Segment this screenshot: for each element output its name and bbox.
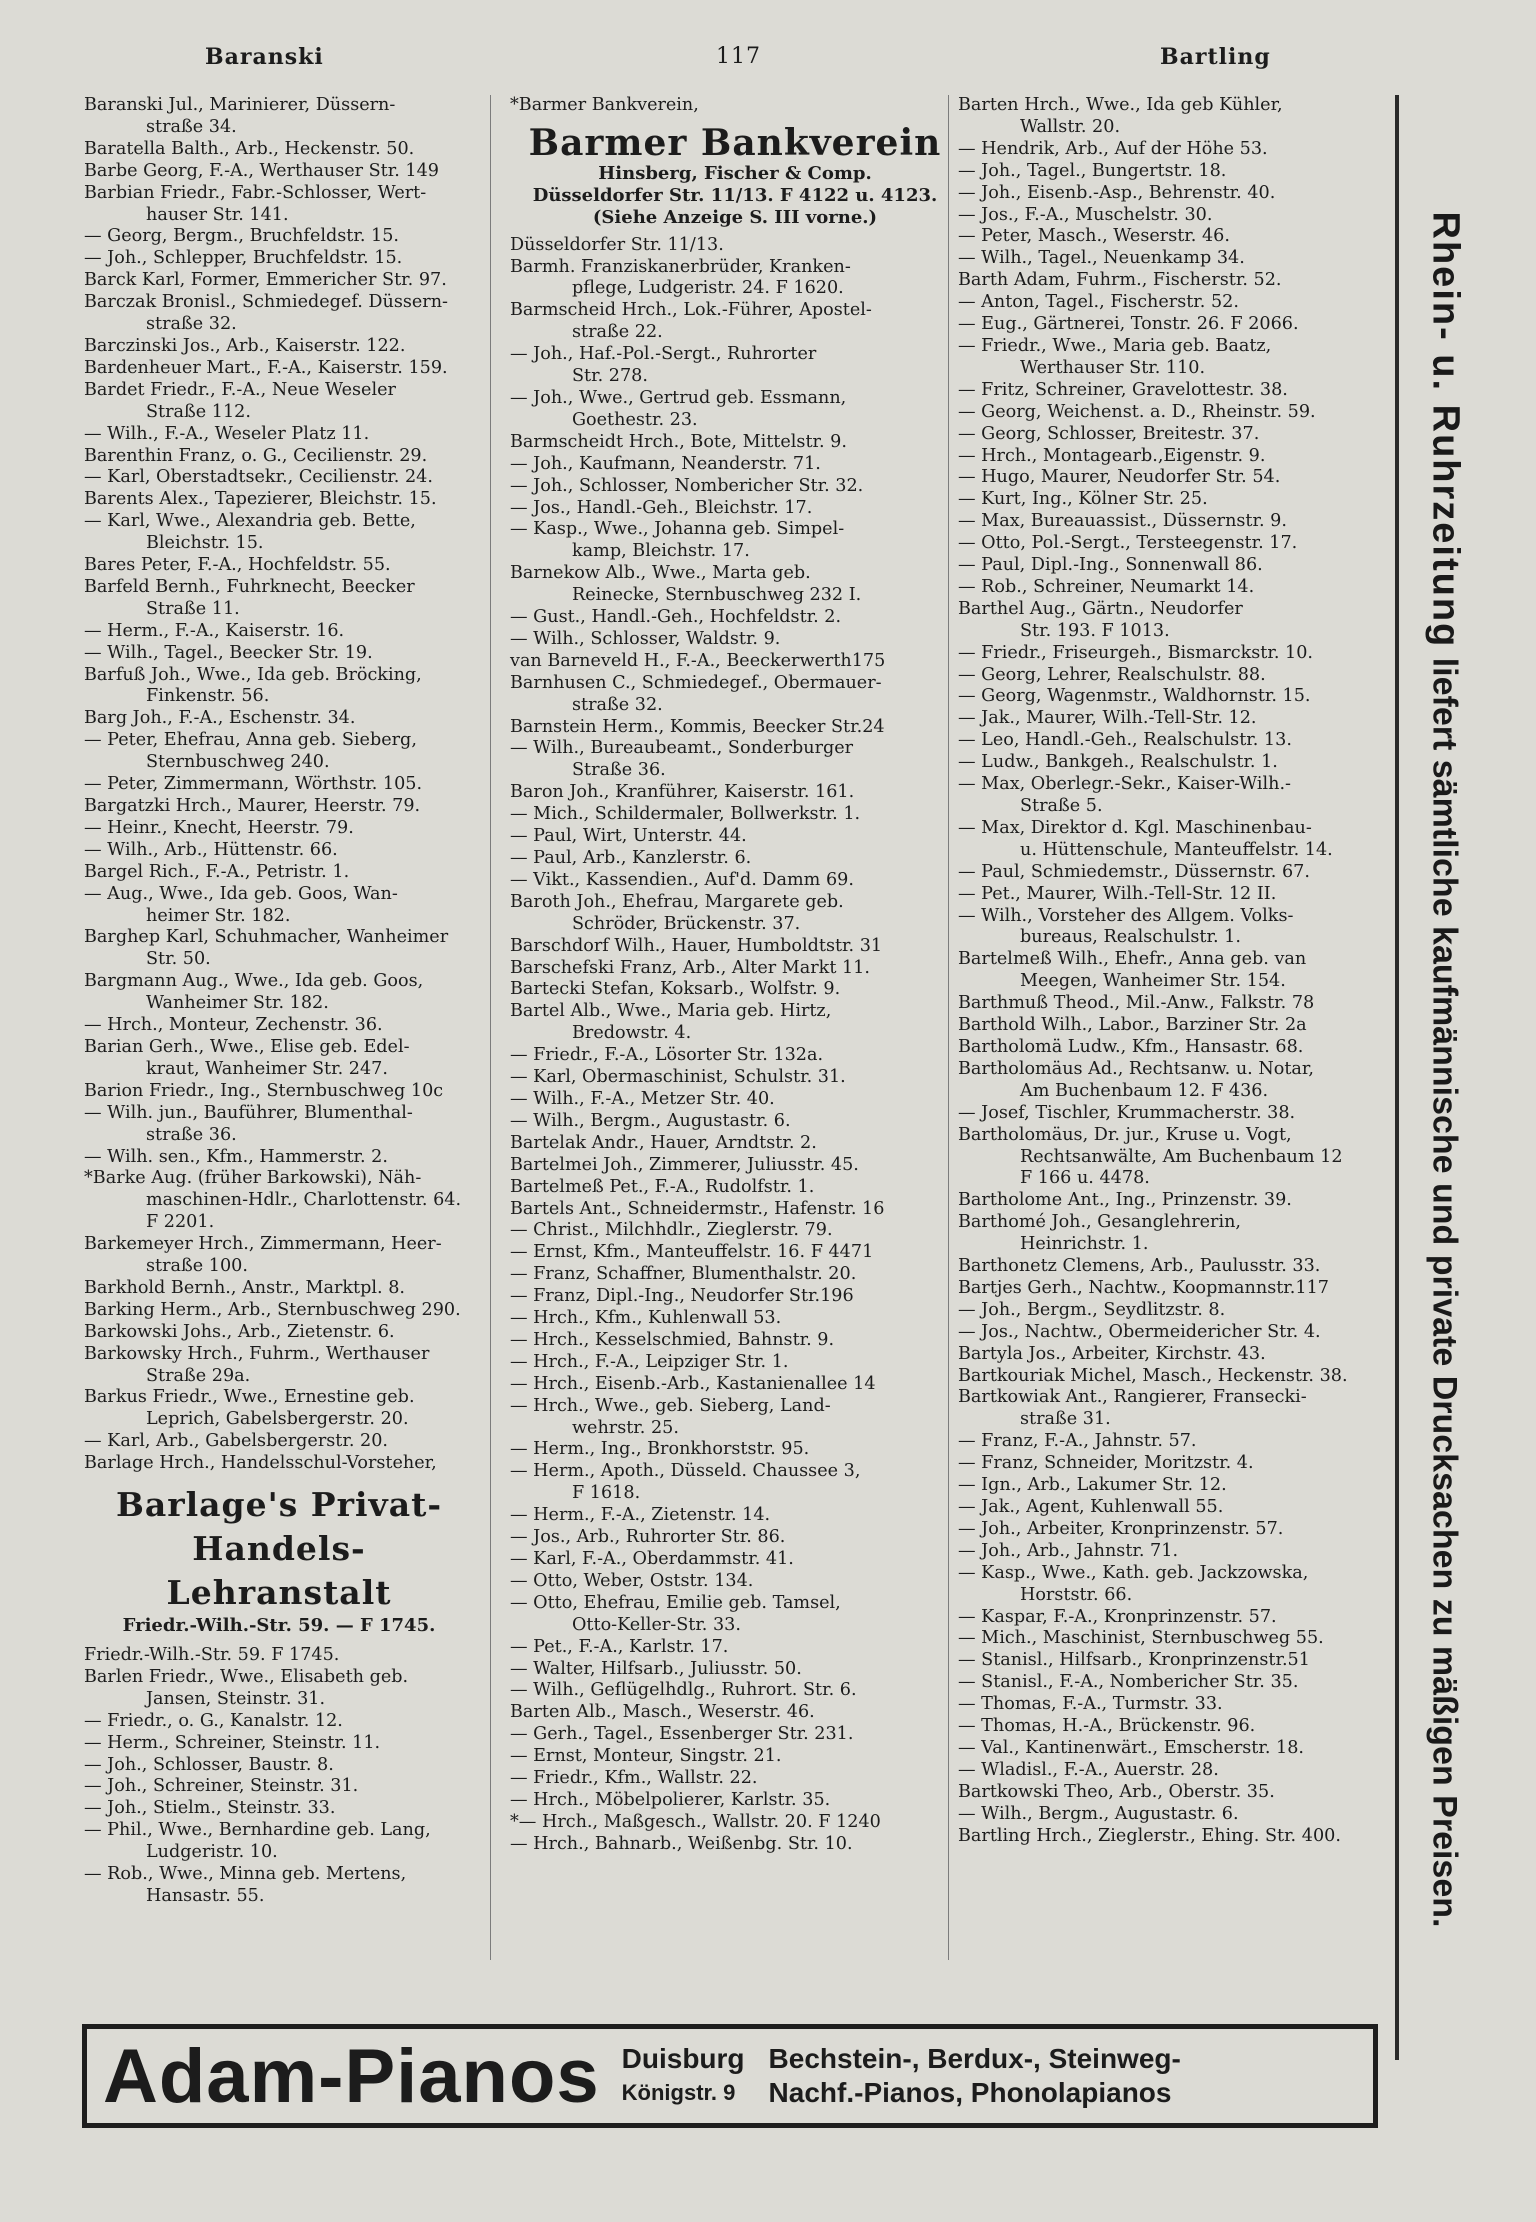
directory-entry: wehrstr. 25. bbox=[572, 1417, 679, 1438]
directory-entry: Barfeld Bernh., Fuhrknecht, Beecker bbox=[84, 576, 415, 597]
directory-entry: Barbe Georg, F.-A., Werthauser Str. 149 bbox=[84, 160, 439, 181]
ad-brand: Adam-Pianos bbox=[103, 2033, 600, 2119]
directory-entry: — Jos., Handl.-Geh., Bleichstr. 17. bbox=[510, 497, 813, 518]
directory-entry: — Friedr., Wwe., Maria geb. Baatz, bbox=[958, 335, 1272, 356]
directory-entry: — Georg, Schlosser, Breitestr. 37. bbox=[958, 423, 1260, 444]
directory-entry: Bartholome Ant., Ing., Prinzenstr. 39. bbox=[958, 1190, 1292, 1211]
directory-entry: — Otto, Pol.-Sergt., Tersteegenstr. 17. bbox=[958, 533, 1298, 554]
ad-address-line: Friedr.-Wilh.-Str. 59. — F 1745. bbox=[122, 1615, 436, 1637]
directory-entry: hauser Str. 141. bbox=[146, 204, 289, 225]
directory-entry: Bartkouriak Michel, Masch., Heckenstr. 38. bbox=[958, 1365, 1348, 1386]
directory-entry: — Hugo, Maurer, Neudorfer Str. 54. bbox=[958, 467, 1281, 488]
directory-entry: Barmscheid Hrch., Lok.-Führer, Apostel- bbox=[510, 300, 872, 321]
directory-entry: — Joh., Schlosser, Baustr. 8. bbox=[84, 1754, 334, 1775]
directory-entry: — Georg, Wagenmstr., Waldhornstr. 15. bbox=[958, 686, 1311, 707]
directory-entry: Friedr.-Wilh.-Str. 59. F 1745. bbox=[84, 1645, 340, 1665]
directory-entry: — Georg, Weichenst. a. D., Rheinstr. 59. bbox=[958, 401, 1316, 422]
directory-entry: — Herm., F.-A., Kaiserstr. 16. bbox=[84, 620, 345, 641]
directory-entry: bureaus, Realschulstr. 1. bbox=[1020, 927, 1241, 948]
directory-entry: Barten Hrch., Wwe., Ida geb Kühler, bbox=[958, 95, 1283, 115]
directory-entry: Bargel Rich., F.-A., Petristr. 1. bbox=[84, 861, 350, 882]
directory-entry: — Ign., Arb., Lakumer Str. 12. bbox=[958, 1475, 1227, 1496]
directory-entry: Baranski Jul., Marinierer, Düssern- bbox=[84, 95, 396, 115]
ad-products bbox=[769, 2042, 1181, 2110]
directory-entry: — Herm., F.-A., Zietenstr. 14. bbox=[510, 1505, 771, 1526]
directory-entry: — Kasp., Wwe., Kath. geb. Jackzowska, bbox=[958, 1562, 1309, 1583]
directory-entry: van Barneveld H., F.-A., Beeckerwerth175 bbox=[510, 650, 886, 671]
directory-entry: Wanheimer Str. 182. bbox=[146, 993, 329, 1014]
directory-entry: — Fritz, Schreiner, Gravelottestr. 38. bbox=[958, 379, 1288, 400]
directory-entry: F 1618. bbox=[572, 1483, 641, 1504]
ad-title-line: Barlage's Privat- bbox=[115, 1485, 443, 1525]
directory-entry: — Max, Bureauassist., Düssernstr. 9. bbox=[958, 511, 1287, 532]
directory-entry: — Hendrik, Arb., Auf der Höhe 53. bbox=[958, 138, 1268, 159]
directory-entry: — Kaspar, F.-A., Kronprinzenstr. 57. bbox=[958, 1606, 1277, 1627]
column-1 bbox=[84, 95, 474, 1908]
directory-entry: u. Hüttenschule, Manteuffelstr. 14. bbox=[1020, 839, 1333, 860]
directory-entry: Bartelmei Joh., Zimmerer, Juliusstr. 45. bbox=[510, 1154, 859, 1175]
directory-entry: — Hrch., Möbelpolierer, Karlstr. 35. bbox=[510, 1789, 831, 1810]
ad-subtitle-line: Hinsberg, Fischer & Comp. bbox=[598, 162, 872, 184]
directory-entry: Horststr. 66. bbox=[1020, 1584, 1133, 1605]
directory-entry: Baron Joh., Kranführer, Kaiserstr. 161. bbox=[510, 782, 855, 803]
directory-entry: — Joh., Tagel., Bungertstr. 18. bbox=[958, 160, 1227, 181]
directory-entry: — Friedr., F.-A., Lösorter Str. 132a. bbox=[510, 1045, 824, 1066]
directory-entry: Werthauser Str. 110. bbox=[1020, 357, 1206, 378]
directory-entry: — Joh., Kaufmann, Neanderstr. 71. bbox=[510, 453, 821, 474]
directory-entry: — Wilh., Vorsteher des Allgem. Volks- bbox=[958, 905, 1294, 926]
directory-entry: Barthmuß Theod., Mil.-Anw., Falkstr. 78 bbox=[958, 993, 1315, 1014]
directory-entry: — Stanisl., Hilfsarb., Kronprinzenstr.51 bbox=[958, 1650, 1310, 1671]
directory-entry: kamp, Bleichstr. 17. bbox=[572, 541, 750, 562]
directory-entry: — Max, Direktor d. Kgl. Maschinenbau- bbox=[958, 817, 1312, 838]
side-ad-text bbox=[1424, 212, 1467, 1928]
directory-entry: *Barmer Bankverein, bbox=[510, 95, 699, 115]
directory-entry: Bartling Hrch., Zieglerstr., Ehing. Str. 400. bbox=[958, 1825, 1341, 1846]
directory-entry: — Franz, Schneider, Moritzstr. 4. bbox=[958, 1453, 1254, 1474]
directory-entry: — Gerh., Tagel., Essenberger Str. 231. bbox=[510, 1724, 854, 1745]
directory-entry: — Paul, Wirt, Unterstr. 44. bbox=[510, 826, 747, 847]
directory-entry: Bartelak Andr., Hauer, Arndtstr. 2. bbox=[510, 1132, 817, 1153]
directory-entry: — Pet., Maurer, Wilh.-Tell-Str. 12 II. bbox=[958, 883, 1277, 904]
directory-entry: — Gust., Handl.-Geh., Hochfeldstr. 2. bbox=[510, 607, 842, 628]
ad-city: Duisburg bbox=[621, 2043, 745, 2074]
directory-entry: Wallstr. 20. bbox=[1020, 116, 1121, 137]
directory-entry: *Barke Aug. (früher Barkowski), Näh- bbox=[84, 1168, 422, 1189]
directory-entry: Barthel Aug., Gärtn., Neudorfer bbox=[958, 598, 1243, 619]
side-ad-newspaper: Rhein- u. Ruhrzeitung bbox=[1424, 211, 1467, 649]
directory-entry: — Friedr., o. G., Kanalstr. 12. bbox=[84, 1710, 343, 1731]
directory-entry: F 2201. bbox=[146, 1212, 215, 1233]
directory-entry: — Mich., Schildermaler, Bollwerkstr. 1. bbox=[510, 804, 861, 825]
directory-entry: maschinen-Hdlr., Charlottenstr. 64. bbox=[146, 1190, 462, 1211]
directory-entry: Barnstein Herm., Kommis, Beecker Str.24 bbox=[510, 716, 885, 737]
directory-entry: Barczak Bronisl., Schmiedegef. Düssern- bbox=[84, 292, 448, 313]
directory-entry: — Wilh., Bergm., Augustastr. 6. bbox=[510, 1110, 791, 1131]
directory-entry: Schröder, Brückenstr. 37. bbox=[572, 913, 801, 934]
directory-entry: — Georg, Bergm., Bruchfeldstr. 15. bbox=[84, 226, 399, 247]
directory-entry: — Herm., Ing., Bronkhorststr. 95. bbox=[510, 1439, 810, 1460]
directory-entry: — Pet., F.-A., Karlstr. 17. bbox=[510, 1636, 729, 1657]
directory-entry: — Vikt., Kassendien., Auf'd. Damm 69. bbox=[510, 869, 854, 890]
directory-entry: — Peter, Zimmermann, Wörthstr. 105. bbox=[84, 774, 423, 795]
directory-entry: — Herm., Schreiner, Steinstr. 11. bbox=[84, 1732, 381, 1753]
directory-entry: — Joh., Bergm., Seydlitzstr. 8. bbox=[958, 1299, 1226, 1320]
directory-entry: Str. 193. F 1013. bbox=[1020, 620, 1170, 641]
directory-entry: Barck Karl, Former, Emmericher Str. 97. bbox=[84, 270, 447, 291]
directory-entry: — Joh., Eisenb.-Asp., Behrenstr. 40. bbox=[958, 182, 1276, 203]
directory-entry: — Peter, Ehefrau, Anna geb. Sieberg, bbox=[84, 730, 417, 751]
directory-entry: straße 34. bbox=[146, 116, 237, 137]
directory-entry: Barg Joh., F.-A., Eschenstr. 34. bbox=[84, 708, 356, 729]
directory-entry: — Thomas, H.-A., Brückenstr. 96. bbox=[958, 1716, 1256, 1737]
directory-entry: Barkowski Johs., Arb., Zietenstr. 6. bbox=[84, 1321, 395, 1342]
ad-address-line: Düsseldorfer Str. 11/13. F 4122 u. 4123. bbox=[532, 184, 938, 206]
directory-entry: — Wilh., Schlosser, Waldstr. 9. bbox=[510, 628, 781, 649]
directory-entry: *— Hrch., Maßgesch., Wallstr. 20. F 1240 bbox=[510, 1811, 881, 1832]
directory-entry: — Georg, Lehrer, Realschulstr. 88. bbox=[958, 664, 1266, 685]
directory-entry: — Wilh., F.-A., Metzer Str. 40. bbox=[510, 1088, 775, 1109]
directory-entry: Barten Alb., Masch., Weserstr. 46. bbox=[510, 1702, 815, 1723]
directory-entry: — Paul, Schmiedemstr., Düssernstr. 67. bbox=[958, 861, 1310, 882]
directory-entry: Meegen, Wanheimer Str. 154. bbox=[1020, 971, 1286, 992]
ad-products-line: Nachf.-Pianos, Phonolapianos bbox=[768, 2077, 1172, 2108]
ad-location bbox=[622, 2042, 745, 2110]
directory-entry: — Joh., Haf.-Pol.-Sergt., Ruhrorter bbox=[510, 344, 817, 365]
directory-entry: — Wilh., Bergm., Augustastr. 6. bbox=[958, 1803, 1239, 1824]
barlage-advertisement bbox=[84, 1483, 474, 1637]
directory-entry: Bartelmeß Pet., F.-A., Rudolfstr. 1. bbox=[510, 1176, 815, 1197]
directory-entry: Bares Peter, F.-A., Hochfeldstr. 55. bbox=[84, 555, 391, 576]
directory-entry: — Hrch., Monteur, Zechenstr. 36. bbox=[84, 1015, 383, 1036]
directory-entry: — Wilh., Geflügelhdlg., Ruhrort. Str. 6. bbox=[510, 1680, 857, 1701]
directory-entry: — Otto, Ehefrau, Emilie geb. Tamsel, bbox=[510, 1592, 841, 1613]
directory-entry: — Thomas, F.-A., Turmstr. 33. bbox=[958, 1694, 1223, 1715]
directory-entry: Barkowsky Hrch., Fuhrm., Werthauser bbox=[84, 1343, 430, 1364]
directory-entry: — Paul, Dipl.-Ing., Sonnenwall 86. bbox=[958, 555, 1263, 576]
directory-entry: Barkemeyer Hrch., Zimmermann, Heer- bbox=[84, 1234, 442, 1255]
directory-entry: Bartkowski Theo, Arb., Oberstr. 35. bbox=[958, 1781, 1275, 1802]
directory-entry: Baroth Joh., Ehefrau, Margarete geb. bbox=[510, 891, 844, 912]
directory-entry: Barghер Karl, Schuhmacher, Wanheimer bbox=[84, 927, 449, 948]
directory-entry: — Herm., Apoth., Düsseld. Chaussee 3, bbox=[510, 1461, 861, 1482]
directory-entry: Barteckі Stefan, Koksarb., Wolfstr. 9. bbox=[510, 979, 841, 1000]
directory-entry: Ludgeristr. 10. bbox=[146, 1842, 278, 1863]
side-advertisement bbox=[1385, 92, 1505, 2047]
directory-entry: — Anton, Tagel., Fischerstr. 52. bbox=[958, 292, 1239, 313]
directory-entry: — Hrch., Kesselschmied, Bahnstr. 9. bbox=[510, 1329, 835, 1350]
column-divider bbox=[490, 95, 491, 1960]
directory-entry: Str. 278. bbox=[572, 366, 648, 387]
directory-entry: Bargmann Aug., Wwe., Ida geb. Goos, bbox=[84, 971, 424, 992]
directory-entry: — Joh., Stielm., Steinstr. 33. bbox=[84, 1798, 336, 1819]
directory-entry: Straße 36. bbox=[572, 760, 666, 781]
directory-entry: Bredowstr. 4. bbox=[572, 1023, 692, 1044]
header-right-keyword: Bartling bbox=[1160, 44, 1271, 70]
directory-entry: Am Buchenbaum 12. F 436. bbox=[1020, 1080, 1269, 1101]
directory-entry: — Jos., Nachtw., Obermeidericher Str. 4. bbox=[958, 1321, 1321, 1342]
barmer-bankverein-advertisement bbox=[510, 123, 960, 229]
header-left-keyword: Baranski bbox=[205, 44, 324, 70]
ad-products-line: Bechstein-, Berdux-, Steinweg- bbox=[768, 2043, 1181, 2074]
directory-entry: — Wilh., Arb., Hüttenstr. 66. bbox=[84, 839, 338, 860]
directory-entry: Bartels Ant., Schneidermstr., Hafenstr. 16 bbox=[510, 1198, 885, 1219]
directory-entry: Barfuß Joh., Wwe., Ida geb. Bröcking, bbox=[84, 664, 422, 685]
directory-entry: — Jos., F.-A., Muschelstr. 30. bbox=[958, 204, 1213, 225]
directory-entry: — Friedr., Kfm., Wallstr. 22. bbox=[510, 1768, 758, 1789]
directory-entry: — Jak., Maurer, Wilh.-Tell-Str. 12. bbox=[958, 708, 1257, 729]
directory-entry: Barth Adam, Fuhrm., Fischerstr. 52. bbox=[958, 270, 1282, 291]
directory-entry: Düsseldorfer Str. 11/13. bbox=[510, 234, 724, 255]
directory-entry: straße 31. bbox=[1020, 1409, 1111, 1430]
directory-entry: — Eug., Gärtnerei, Tonstr. 26. F 2066. bbox=[958, 314, 1299, 335]
directory-entry: — Paul, Arb., Kanzlerstr. 6. bbox=[510, 848, 752, 868]
directory-entry: Barkhold Bernh., Anstr., Marktpl. 8. bbox=[84, 1277, 405, 1298]
directory-entry: Barmscheidt Hrch., Bote, Mittelstr. 9. bbox=[510, 431, 847, 452]
directory-entry: — Karl, Arb., Gabelsbergerstr. 20. bbox=[84, 1431, 388, 1452]
directory-entry: — Val., Kantinenwärt., Emscherstr. 18. bbox=[958, 1737, 1305, 1758]
directory-entry: Baratella Balth., Arb., Heckenstr. 50. bbox=[84, 138, 415, 159]
directory-entry: F 166 u. 4478. bbox=[1020, 1168, 1150, 1189]
directory-entry: Barthomé Joh., Gesanglehrerin, bbox=[958, 1212, 1241, 1233]
directory-entry: — Joh., Schlosser, Nomberichеr Str. 32. bbox=[510, 475, 864, 496]
directory-entry: Bartkowiak Ant., Rangierer, Franseckі- bbox=[958, 1387, 1307, 1408]
directory-entry: — Walter, Hilfsarb., Juliusstr. 50. bbox=[510, 1658, 802, 1679]
directory-entry: Barian Gerh., Wwe., Elise geb. Edel- bbox=[84, 1036, 410, 1057]
directory-entry: Finkenstr. 56. bbox=[146, 686, 270, 707]
ad-title-line: Handels-Lehranstalt bbox=[166, 1529, 392, 1613]
directory-entry: — Karl, F.-A., Oberdammstr. 41. bbox=[510, 1549, 794, 1569]
directory-entry: — Ernst, Kfm., Manteuffelstr. 16. F 4471 bbox=[510, 1242, 874, 1263]
directory-entry: pflege, Ludgeristr. 24. F 1620. bbox=[572, 278, 844, 299]
directory-entry: — Wladisl., F.-A., Auerstr. 28. bbox=[958, 1759, 1219, 1780]
directory-entry: straße 32. bbox=[572, 694, 663, 715]
directory-entry: Barkus Friedr., Wwe., Ernestine geb. bbox=[84, 1387, 415, 1408]
directory-entry: straße 100. bbox=[146, 1256, 248, 1277]
directory-entry: Barking Herm., Arb., Sternbuschweg 290. bbox=[84, 1299, 461, 1320]
directory-entry: Barschefski Franz, Arb., Alter Markt 11. bbox=[510, 957, 870, 978]
directory-entry: heimer Str. 182. bbox=[146, 905, 291, 926]
directory-entry: Sternbuschweg 240. bbox=[146, 752, 330, 773]
directory-entry: Bartelmeß Wilh., Ehefr., Anna geb. van bbox=[958, 949, 1307, 970]
directory-entry: — Heinr., Knecht, Heerstr. 79. bbox=[84, 817, 354, 838]
directory-entry: — Rob., Schreiner, Neumarkt 14. bbox=[958, 576, 1255, 597]
directory-entry: Barion Friedr., Ing., Sternbuschweg 10c bbox=[84, 1080, 444, 1101]
directory-entry: — Wilh. sen., Kfm., Hammerstr. 2. bbox=[84, 1146, 388, 1167]
directory-entry: — Joh., Schlepper, Bruchfeldstr. 15. bbox=[84, 248, 403, 269]
directory-entry: Bartel Alb., Wwe., Maria geb. Hirtz, bbox=[510, 1001, 832, 1022]
directory-entry: — Leo, Handl.-Geh., Realschulstr. 13. bbox=[958, 730, 1292, 751]
directory-entry: Bartholomä Ludw., Kfm., Hansastr. 68. bbox=[958, 1036, 1304, 1057]
directory-entry: — Hrch., F.-A., Leipziger Str. 1. bbox=[510, 1351, 789, 1372]
column-2 bbox=[510, 95, 960, 1856]
directory-entry: — Franz, Schaffner, Blumenthalstr. 20. bbox=[510, 1264, 857, 1285]
directory-entry: Straße 5. bbox=[1020, 796, 1103, 816]
directory-entry: Jansen, Steinstr. 31. bbox=[146, 1688, 326, 1709]
directory-entry: — Joh., Wwe., Gertrud geb. Essmann, bbox=[510, 387, 847, 408]
directory-entry: — Franz, Dipl.-Ing., Neudorfer Str.196 bbox=[510, 1286, 854, 1307]
directory-entry: — Hrch., Wwe., geb. Sieberg, Land- bbox=[510, 1395, 831, 1416]
directory-entry: — Joh., Schreiner, Steinstr. 31. bbox=[84, 1776, 359, 1797]
directory-entry: Barnekow Alb., Wwe., Marta geb. bbox=[510, 563, 811, 584]
ad-title-line: Barmer Bankverein bbox=[528, 121, 942, 164]
directory-entry: — Otto, Weber, Oststr. 134. bbox=[510, 1570, 754, 1591]
directory-entry: — Phil., Wwe., Bernhardine geb. Lang, bbox=[84, 1820, 431, 1841]
directory-entry: — Friedr., Friseurgeh., Bismarckstr. 10. bbox=[958, 642, 1313, 663]
directory-entry: Barbian Friedr., Fabr.-Schlosser, Wert- bbox=[84, 182, 427, 203]
directory-entry: Barenthin Franz, o. G., Cecilienstr. 29. bbox=[84, 445, 428, 466]
directory-entry: — Josef, Tischler, Krummacherstr. 38. bbox=[958, 1102, 1296, 1123]
side-ad-slogan: liefert sämtliche kaufmännische und private Drucksachen zu mäßigen Preisen. bbox=[1425, 648, 1464, 1928]
directory-entry: Barents Alex., Tapezierer, Bleichstr. 15. bbox=[84, 489, 437, 510]
directory-entry: Bartholomäus Ad., Rechtsanw. u. Notar, bbox=[958, 1058, 1314, 1079]
directory-entry: Bartjes Gerh., Nachtw., Koopmannstr.117 bbox=[958, 1277, 1329, 1298]
directory-entry: — Wilh. jun., Bauführer, Blumenthal- bbox=[84, 1102, 413, 1123]
directory-entry: — Ernst, Monteur, Singstr. 21. bbox=[510, 1746, 782, 1767]
directory-entry: Heinrichstr. 1. bbox=[1020, 1234, 1149, 1255]
directory-entry: — Wilh., F.-A., Weseler Platz 11. bbox=[84, 423, 370, 444]
directory-entry: Barczinski Jos., Arb., Kaiserstr. 122. bbox=[84, 335, 406, 356]
directory-entry: — Franz, F.-A., Jahnstr. 57. bbox=[958, 1431, 1197, 1452]
directory-entry: — Aug., Wwe., Ida geb. Goos, Wan- bbox=[84, 883, 398, 904]
directory-entry: Bardet Friedr., F.-A., Neue Weseler bbox=[84, 379, 396, 400]
directory-entry: — Hrch., Eisenb.-Arb., Kastanienallee 14 bbox=[510, 1373, 876, 1394]
directory-entry: — Wilh., Tagel., Neuenkamp 34. bbox=[958, 248, 1245, 269]
ad-address: Königstr. 9 bbox=[621, 2080, 736, 2105]
directory-entry: straße 36. bbox=[146, 1124, 237, 1145]
directory-entry: — Kurt, Ing., Kölner Str. 25. bbox=[958, 489, 1208, 510]
adam-pianos-advertisement bbox=[82, 2024, 1378, 2128]
directory-entry: — Peter, Masch., Weserstr. 46. bbox=[958, 226, 1230, 247]
directory-entry: — Hrch., Kfm., Kuhlenwall 53. bbox=[510, 1308, 782, 1329]
ad-note-line: (Siehe Anzeige S. III vorne.) bbox=[592, 206, 878, 228]
directory-entry: Bargatzki Hrch., Maurer, Heerstr. 79. bbox=[84, 796, 421, 816]
directory-entry: Goethestr. 23. bbox=[572, 409, 698, 430]
directory-entry: Barthonеtz Clemens, Arb., Paulusstr. 33. bbox=[958, 1256, 1321, 1277]
directory-entry: — Joh., Arbeiter, Kronprinzenstr. 57. bbox=[958, 1518, 1284, 1539]
directory-entry: — Ludw., Bankgeh., Realschulstr. 1. bbox=[958, 752, 1278, 773]
directory-entry: — Hrch., Bahnarb., Weißenbg. Str. 10. bbox=[510, 1833, 853, 1854]
directory-entry: — Stanisl., F.-A., Nomberichеr Str. 35. bbox=[958, 1672, 1299, 1693]
directory-entry: — Max, Oberlegr.-Sekr., Kaiser-Wilh.- bbox=[958, 774, 1291, 795]
directory-entry: Barlage Hrch., Handelsschul-Vorsteher, bbox=[84, 1453, 437, 1474]
directory-entry: Bleichstr. 15. bbox=[146, 533, 264, 554]
directory-entry: — Karl, Oberstadtsekr., Cecilienstr. 24. bbox=[84, 467, 433, 488]
directory-entry: Straße 112. bbox=[146, 401, 251, 422]
directory-entry: Bardenheuer Mart., F.-A., Kaiserstr. 159. bbox=[84, 357, 448, 378]
directory-entry: — Wilh., Bureaubeamt., Sonderburger bbox=[510, 738, 854, 759]
directory-entry: Barlen Friedr., Wwe., Elisabeth geb. bbox=[84, 1666, 409, 1687]
directory-entry: — Jos., Arb., Ruhrorter Str. 86. bbox=[510, 1527, 786, 1548]
directory-entry: — Christ., Milchhdlr., Zieglerstr. 79. bbox=[510, 1220, 833, 1241]
page-number: 117 bbox=[716, 44, 761, 69]
directory-entry: — Karl, Obermaschinist, Schulstr. 31. bbox=[510, 1067, 846, 1088]
directory-entry: — Wilh., Tagel., Beecker Str. 19. bbox=[84, 642, 373, 663]
directory-entry: kraut, Wanheimer Str. 247. bbox=[146, 1058, 388, 1079]
directory-entry: Barschdorf Wilh., Hauer, Humboldtstr. 31 bbox=[510, 935, 883, 956]
directory-entry: Straße 29a. bbox=[146, 1365, 251, 1386]
directory-entry: Barnhusen C., Schmiedegef., Obermauer- bbox=[510, 672, 882, 693]
directory-entry: — Hrch., Montagearb.,Eigenstr. 9. bbox=[958, 445, 1266, 466]
directory-entry: Leprich, Gabelsbergerstr. 20. bbox=[146, 1409, 409, 1430]
directory-entry: Bartholomäus, Dr. jur., Kruse u. Vogt, bbox=[958, 1124, 1292, 1145]
directory-entry: — Mich., Maschinist, Sternbuschweg 55. bbox=[958, 1628, 1324, 1649]
page-header bbox=[0, 44, 1400, 84]
directory-entry: — Karl, Wwe., Alexandria geb. Bette, bbox=[84, 511, 416, 532]
directory-entry: Otto-Keller-Str. 33. bbox=[572, 1614, 741, 1635]
directory-entry: straße 32. bbox=[146, 314, 237, 335]
directory-entry: — Jak., Agent, Kuhlenwall 55. bbox=[958, 1497, 1224, 1517]
directory-entry: Bartyla Jos., Arbeiter, Kirchstr. 43. bbox=[958, 1343, 1266, 1364]
directory-entry: Str. 50. bbox=[146, 949, 211, 970]
directory-entry: Hansastr. 55. bbox=[146, 1885, 265, 1906]
directory-entry: Barthold Wilh., Labor., Barziner Str. 2a bbox=[958, 1015, 1307, 1036]
directory-entry: — Kasp., Wwe., Johanna geb. Simpel- bbox=[510, 519, 845, 540]
directory-entry: Barmh. Franziskanerbrüder, Kranken- bbox=[510, 256, 851, 277]
directory-entry: — Rob., Wwe., Minna geb. Mertens, bbox=[84, 1864, 407, 1885]
column-3 bbox=[958, 95, 1378, 1848]
directory-entry: — Joh., Arb., Jahnstr. 71. bbox=[958, 1540, 1179, 1561]
directory-entry: Rechtsanwälte, Am Buchenbaum 12 bbox=[1020, 1146, 1343, 1167]
directory-entry: Reinecke, Sternbuschweg 232 I. bbox=[572, 585, 862, 606]
directory-entry: Straße 11. bbox=[146, 598, 240, 619]
directory-entry: straße 22. bbox=[572, 322, 663, 343]
